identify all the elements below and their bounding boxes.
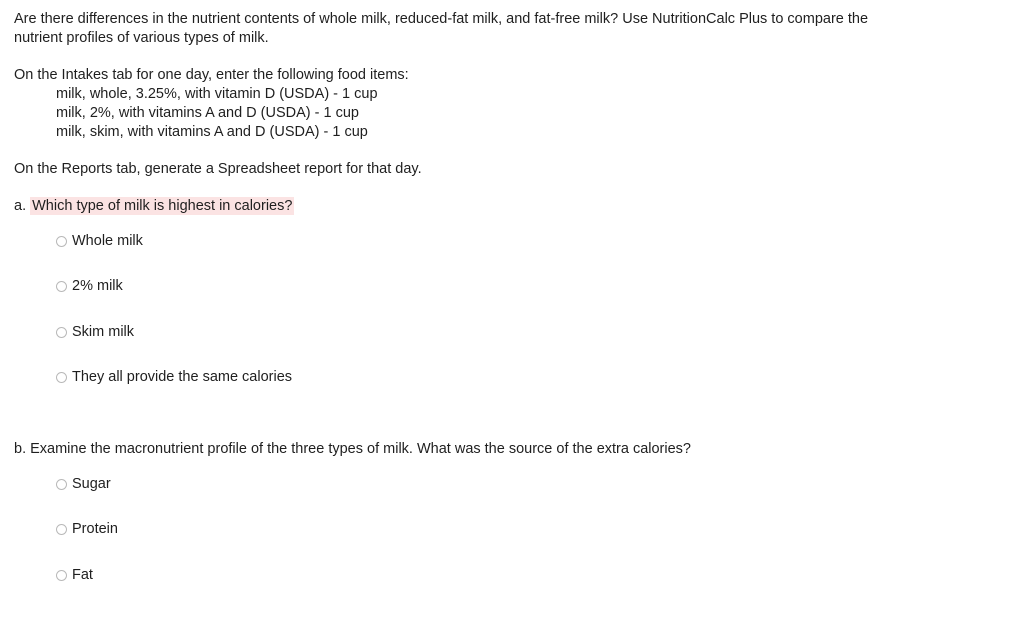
option-label: 2% milk: [72, 278, 123, 294]
radio-unselected-icon[interactable]: [56, 479, 67, 490]
question-a-text: Which type of milk is highest in calories?: [32, 198, 293, 214]
option-label: Sugar: [72, 476, 111, 492]
question-b: b. Examine the macronutrient profile of the three types of milk. What was the source of the extra calories?: [14, 441, 691, 457]
intro-text: [14, 10, 868, 48]
option-label: They all provide the same calories: [72, 369, 293, 385]
radio-unselected-icon[interactable]: [56, 524, 67, 535]
question-a-prefix: a.: [14, 198, 27, 214]
intro-line-2: nutrient profiles of various types of milk.: [14, 30, 269, 46]
question-b-option-protein[interactable]: [56, 519, 118, 539]
question-b-option-sugar[interactable]: [56, 474, 111, 494]
intakes-instruction: On the Intakes tab for one day, enter the following food items:: [14, 67, 409, 83]
radio-unselected-icon[interactable]: [56, 281, 67, 292]
radio-unselected-icon[interactable]: [56, 236, 67, 247]
option-label: Fat: [72, 567, 93, 583]
radio-unselected-icon[interactable]: [56, 570, 67, 581]
question-a-option-whole-milk[interactable]: [56, 231, 143, 251]
option-label: Protein: [72, 521, 118, 537]
radio-unselected-icon[interactable]: [56, 327, 67, 338]
radio-unselected-icon[interactable]: [56, 372, 67, 383]
question-a-option-same-calories[interactable]: [56, 367, 292, 387]
reports-instruction: On the Reports tab, generate a Spreadsheet report for that day.: [14, 161, 422, 177]
option-label: Skim milk: [72, 324, 135, 340]
option-label: Whole milk: [72, 233, 143, 249]
question-a-option-skim-milk[interactable]: [56, 322, 134, 342]
intro-line-1: Are there differences in the nutrient contents of whole milk, reduced-fat milk, and fat-free milk? Use NutritionCalc Plus to compare the: [14, 11, 869, 27]
question-b-option-fat[interactable]: [56, 565, 93, 585]
food-item-skim-milk: milk, skim, with vitamins A and D (USDA) - 1 cup: [56, 124, 368, 140]
question-a-option-2-percent-milk[interactable]: [56, 276, 123, 296]
question-a: [14, 197, 294, 216]
food-item-whole-milk: milk, whole, 3.25%, with vitamin D (USDA) - 1 cup: [56, 86, 378, 102]
food-item-2-percent-milk: milk, 2%, with vitamins A and D (USDA) - 1 cup: [56, 105, 359, 121]
